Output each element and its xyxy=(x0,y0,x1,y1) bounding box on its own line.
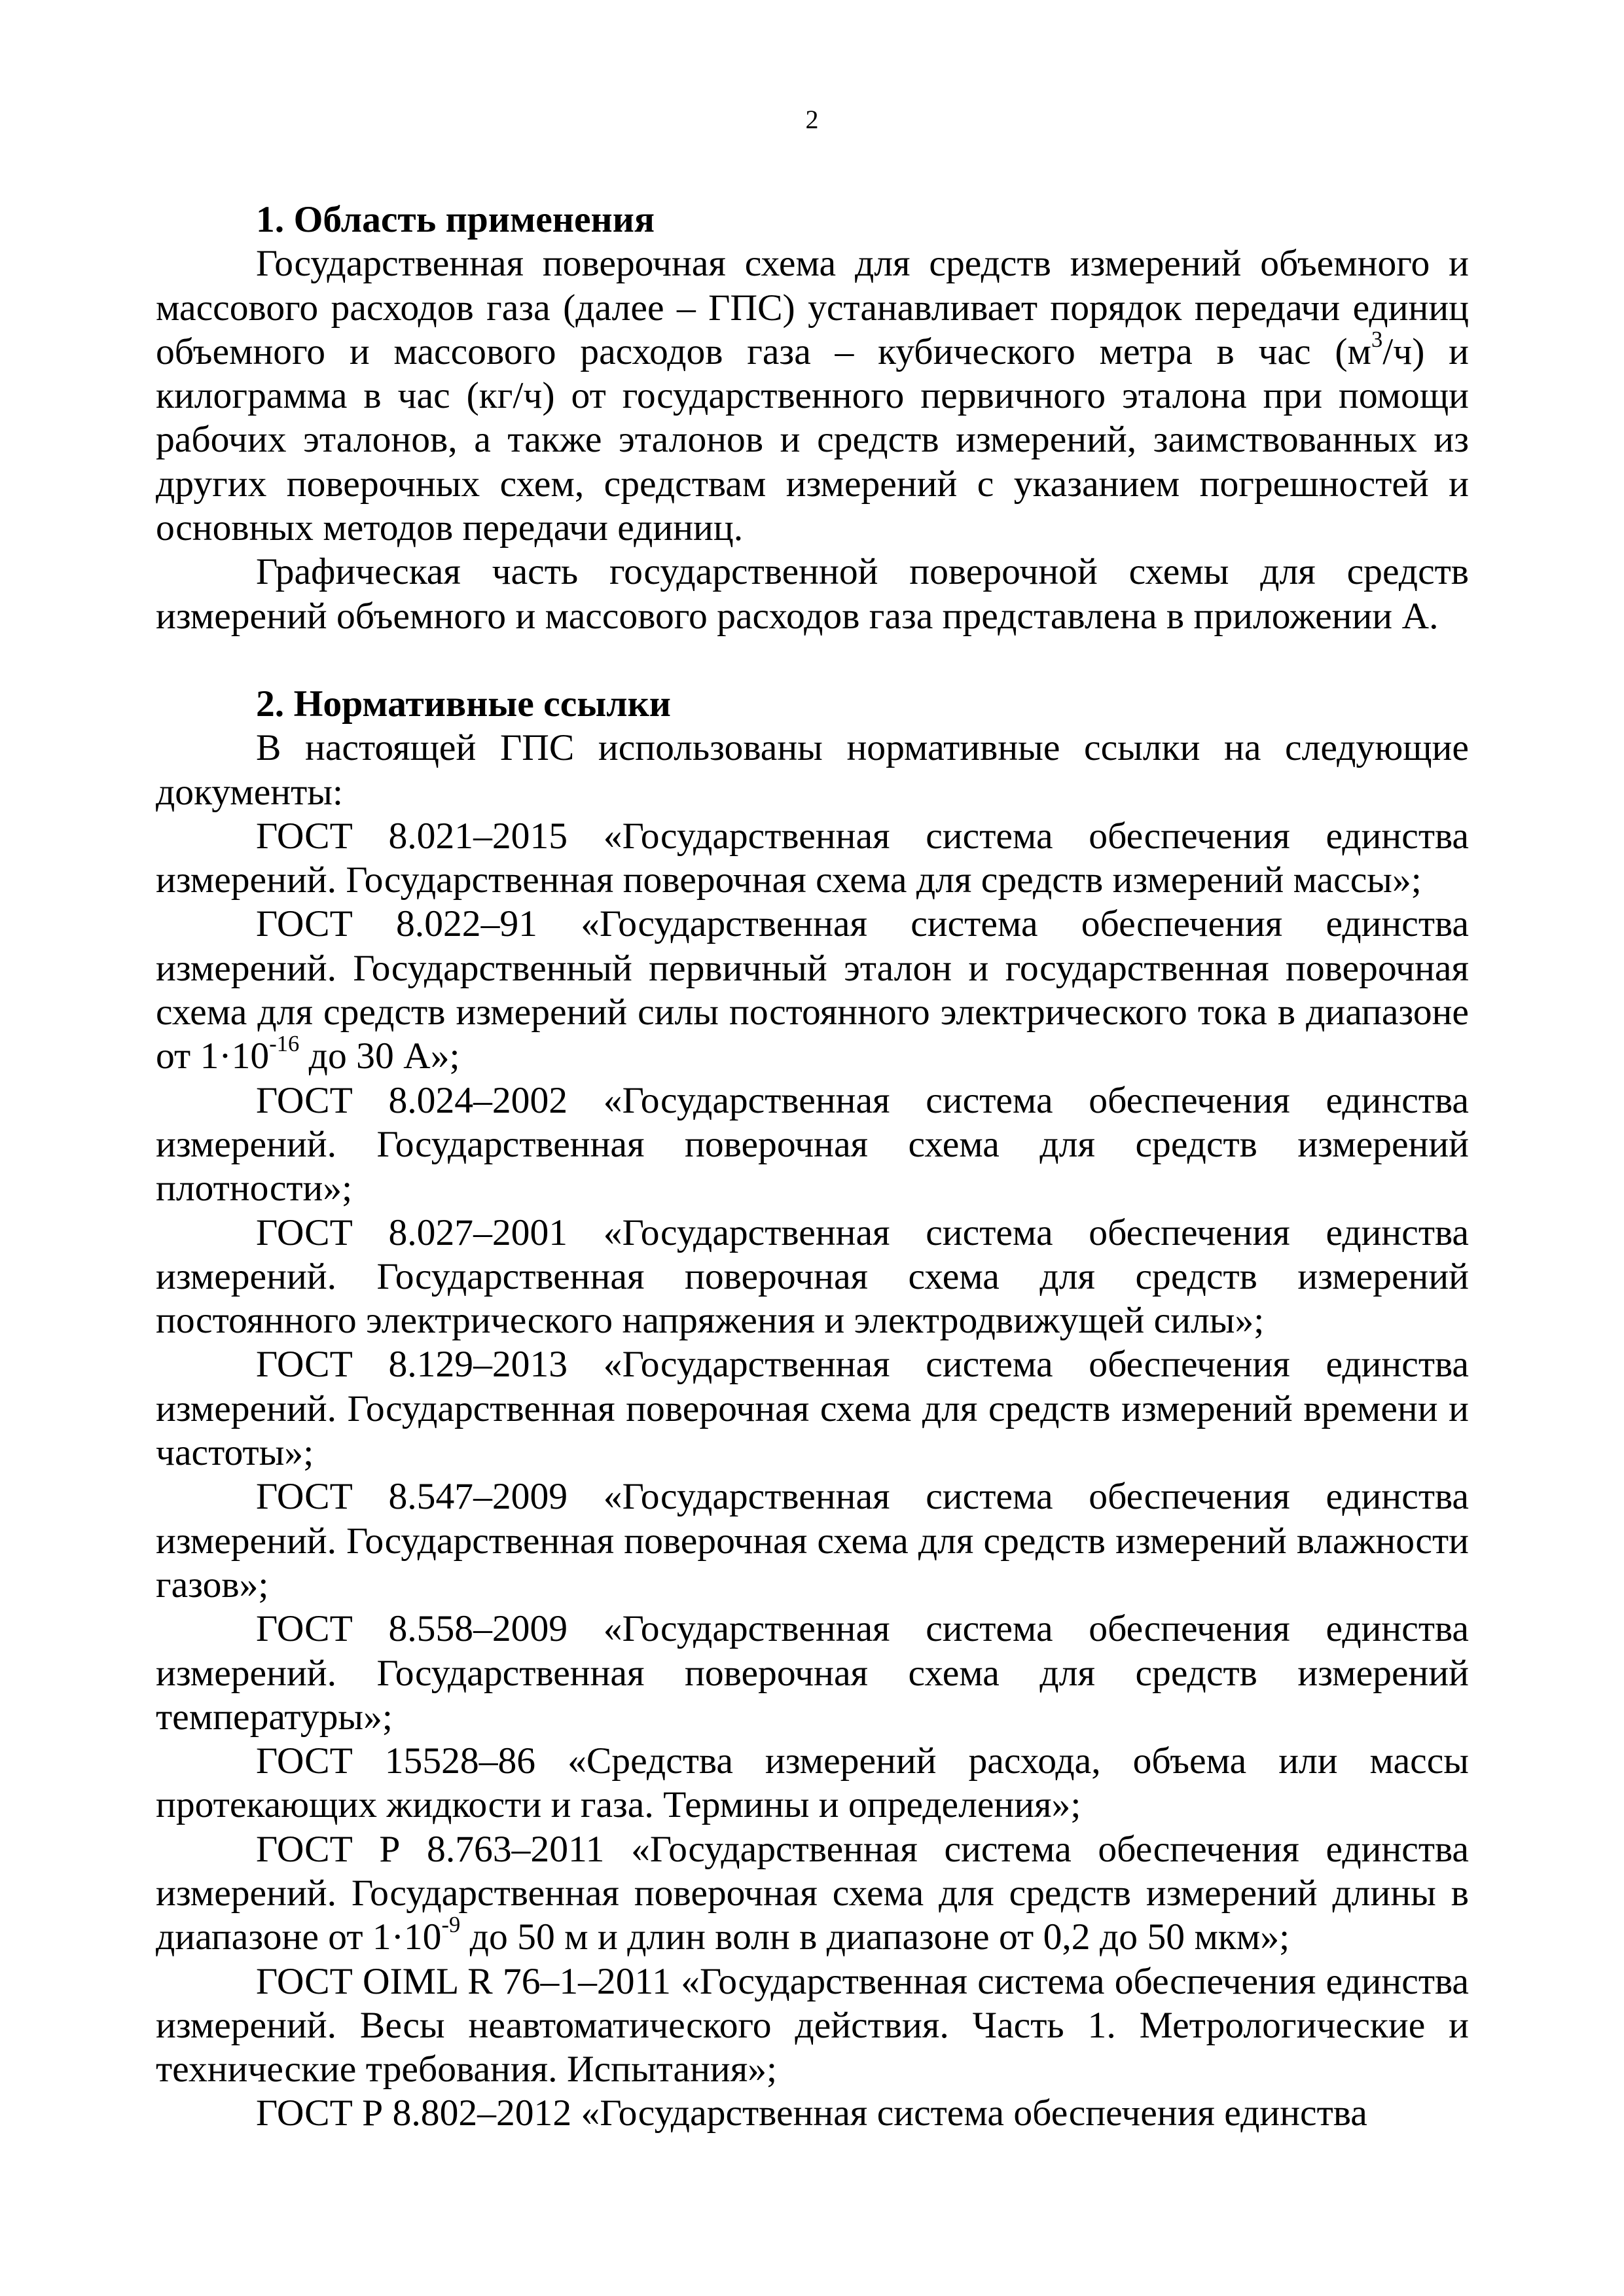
reference-item: ГОСТ 8.547–2009 «Государственная система обеспечения единства измерений. Государственная поверочная схема для средств измерений влажности газов»; xyxy=(156,1476,1469,1605)
reference-item: ГОСТ 8.021–2015 «Государственная система обеспечения единства измерений. Государственная поверочная схема для средств измерений массы»; xyxy=(156,815,1469,901)
reference-item: ГОСТ OIML R 76–1–2011 «Государственная система обеспечения единства измерений. Весы неавтоматического действия. Часть 1. Метрологические и технические требования. Испытания»; xyxy=(156,1960,1469,2090)
paragraph-scope-text-a: Государственная поверочная схема для средств измерений объемного и массового расходов газа (далее – ГПС) устанавливает порядок передачи единиц объемного и массового расходов газа – кубического метра в час (м xyxy=(156,243,1469,372)
reference-text-b: до 50 м и длин волн в диапазоне от 0,2 до 50 мкм»; xyxy=(460,1916,1290,1958)
paragraph-references-intro: В настоящей ГПС использованы нормативные ссылки на следующие документы: xyxy=(156,727,1469,813)
reference-item xyxy=(156,902,1469,1078)
superscript-exponent: -9 xyxy=(441,1912,461,1938)
paragraph-scope xyxy=(156,242,1469,550)
reference-text-a: ГОСТ 8.022–91 «Государственная система обеспечения единства измерений. Государственный первичный эталон и государственная поверочная схема для средств измерений силы постоянного электрического тока в диапазоне от 1·10 xyxy=(156,903,1469,1077)
reference-item: ГОСТ Р 8.802–2012 «Государственная система обеспечения единства xyxy=(256,2092,1367,2134)
page-number: 2 xyxy=(805,105,819,134)
reference-item: ГОСТ 8.558–2009 «Государственная система обеспечения единства измерений. Государственная поверочная схема для средств измерений температуры»; xyxy=(156,1608,1469,1738)
paragraph-graphic-part: Графическая часть государственной поверочной схемы для средств измерений объемного и массового расходов газа представлена в приложении А. xyxy=(156,551,1469,637)
section-heading-references: 2. Нормативные ссылки xyxy=(256,683,671,725)
reference-item: ГОСТ 8.024–2002 «Государственная система обеспечения единства измерений. Государственная поверочная схема для средств измерений плотности»; xyxy=(156,1079,1469,1210)
reference-item xyxy=(156,1827,1469,1960)
reference-text-b: до 30 А»; xyxy=(299,1035,460,1077)
reference-item: ГОСТ 8.129–2013 «Государственная система обеспечения единства измерений. Государственная поверочная схема для средств измерений времени и частоты»; xyxy=(156,1344,1469,1474)
superscript-exponent: -16 xyxy=(269,1031,300,1057)
section-gap xyxy=(156,638,1469,682)
reference-text-a: ГОСТ Р 8.763–2011 «Государственная система обеспечения единства измерений. Государственная поверочная схема для средств измерений длины в диапазоне от 1·10 xyxy=(156,1828,1469,1958)
section-heading-scope: 1. Область применения xyxy=(256,199,655,240)
document-body xyxy=(156,198,1469,2136)
paragraph-scope-text-b: /ч) и килограмма в час (кг/ч) от государственного первичного эталона при помощи рабочих эталонов, а также эталонов и средств измерений, заимствованных из других поверочных схем, средствам измерений с указанием погрешностей и основных методов передачи единиц. xyxy=(156,331,1469,549)
superscript-cubic: 3 xyxy=(1371,327,1383,352)
reference-item: ГОСТ 8.027–2001 «Государственная система обеспечения единства измерений. Государственная поверочная схема для средств измерений постоянного электрического напряжения и электродвижущей силы»; xyxy=(156,1211,1469,1342)
reference-item: ГОСТ 15528–86 «Средства измерений расхода, объема или массы протекающих жидкости и газа. Термины и определения»; xyxy=(156,1740,1469,1826)
